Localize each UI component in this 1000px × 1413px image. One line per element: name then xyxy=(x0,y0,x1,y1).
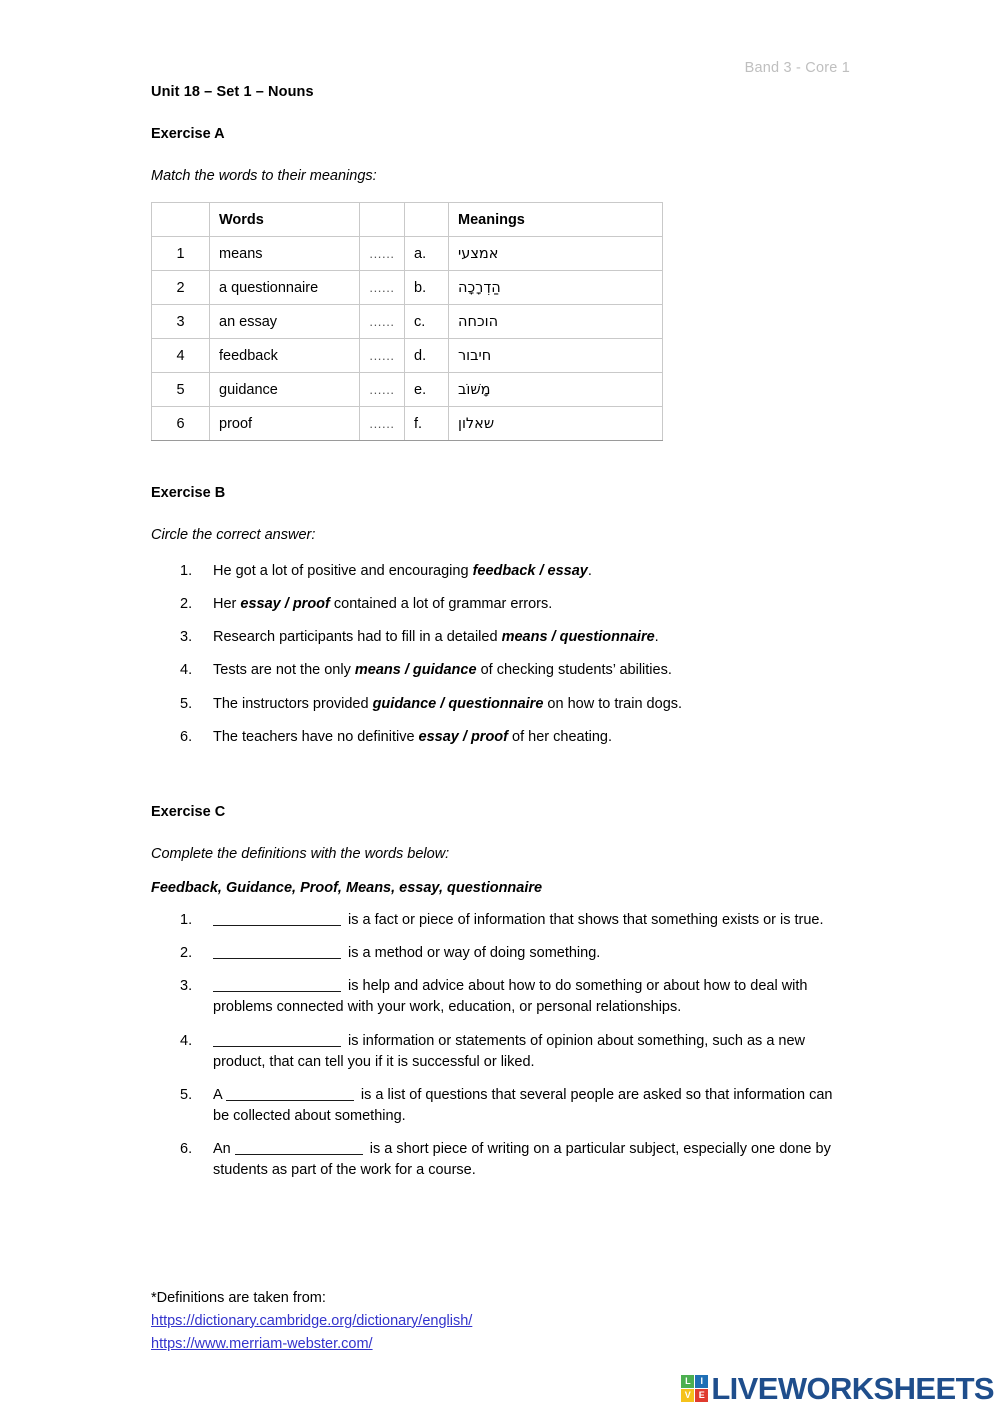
row-word: feedback xyxy=(210,339,360,373)
item-text-after: . xyxy=(654,629,659,646)
row-word: an essay xyxy=(210,305,360,339)
list-item[interactable] xyxy=(151,1085,851,1127)
exercise-c-list xyxy=(151,910,851,1182)
item-text-before: Tests are not the only xyxy=(213,662,355,679)
item-number: 2. xyxy=(180,945,193,962)
header-words: Words xyxy=(210,203,360,237)
header-letter xyxy=(405,203,449,237)
header-meanings: Meanings xyxy=(449,203,663,237)
answer-blank[interactable] xyxy=(213,1032,341,1047)
exercise-c-word-bank: Feedback, Guidance, Proof, Means, essay, questionnaire xyxy=(151,879,543,896)
item-text-after: of her cheating. xyxy=(508,728,612,745)
row-meaning xyxy=(449,237,663,271)
item-choice-pair[interactable]: essay / proof xyxy=(418,728,508,745)
list-item[interactable] xyxy=(151,660,851,681)
header-number xyxy=(152,203,210,237)
row-letter: d. xyxy=(405,339,449,373)
row-letter: a. xyxy=(405,237,449,271)
answer-blank[interactable] xyxy=(213,944,341,959)
row-number: 3 xyxy=(152,305,210,339)
answer-blank[interactable] xyxy=(235,1140,363,1155)
row-word: proof xyxy=(210,407,360,441)
item-text-before: He got a lot of positive and encouraging xyxy=(213,563,473,579)
item-number: 3. xyxy=(180,629,193,646)
row-answer-blank[interactable]: ...... xyxy=(360,373,405,407)
table-header-row xyxy=(152,203,663,237)
list-item[interactable] xyxy=(151,561,851,582)
item-choice-pair[interactable]: guidance / questionnaire xyxy=(372,695,544,712)
list-item[interactable] xyxy=(151,943,851,964)
item-number: 1. xyxy=(180,563,193,579)
item-text-after: . xyxy=(587,563,592,579)
item-number: 1. xyxy=(180,911,193,928)
band-core-label: Band 3 - Core 1 xyxy=(744,60,850,76)
row-letter: b. xyxy=(405,271,449,305)
item-text-before: Her xyxy=(213,596,241,613)
list-item[interactable] xyxy=(151,694,851,715)
item-text-after: of checking students’ abilities. xyxy=(476,662,672,679)
matching-table xyxy=(151,202,663,441)
source-link-cambridge[interactable]: https://dictionary.cambridge.org/dictionary/english/ xyxy=(151,1312,473,1329)
item-text-before: An xyxy=(213,1141,235,1158)
row-number: 5 xyxy=(152,373,210,407)
row-number: 4 xyxy=(152,339,210,373)
row-letter: c. xyxy=(405,305,449,339)
item-number: 2. xyxy=(180,596,193,613)
row-meaning xyxy=(449,271,663,305)
item-choice-pair[interactable]: feedback / essay xyxy=(472,563,588,579)
logo-tile-v: V xyxy=(681,1389,694,1402)
section-spacer xyxy=(151,441,851,485)
list-item[interactable] xyxy=(151,727,851,748)
item-text-before: Research participants had to fill in a detailed xyxy=(213,629,502,646)
item-number: 3. xyxy=(180,978,193,995)
row-meaning xyxy=(449,305,663,339)
sources-note: *Definitions are taken from: xyxy=(151,1290,326,1306)
item-text-before: A xyxy=(213,1086,226,1103)
row-letter: e. xyxy=(405,373,449,407)
item-text-after: is information or statements of opinion about something, such as a new product, that can tell you if it is successful or liked. xyxy=(213,1032,806,1070)
row-number: 1 xyxy=(152,237,210,271)
hebrew-meaning: חיבור xyxy=(458,347,492,364)
row-meaning xyxy=(449,373,663,407)
list-item[interactable] xyxy=(151,1139,851,1181)
row-letter: f. xyxy=(405,407,449,441)
item-text-after: is a method or way of doing something. xyxy=(344,945,601,962)
list-item[interactable] xyxy=(151,594,851,615)
exercise-c-instruction: Complete the definitions with the words below: xyxy=(151,845,450,862)
row-word: means xyxy=(210,237,360,271)
exercise-c-heading: Exercise C xyxy=(151,803,226,820)
footer-sources xyxy=(151,1287,472,1355)
item-text-after: contained a lot of grammar errors. xyxy=(329,596,553,613)
row-meaning xyxy=(449,339,663,373)
table-row xyxy=(152,305,663,339)
item-number: 4. xyxy=(180,1032,193,1049)
exercise-b-list xyxy=(151,561,851,748)
item-number: 5. xyxy=(180,695,193,712)
hebrew-meaning: שאלון xyxy=(458,415,495,432)
answer-blank[interactable] xyxy=(226,1086,354,1101)
item-text-after: on how to train dogs. xyxy=(543,695,683,712)
item-number: 4. xyxy=(180,662,193,679)
row-number: 2 xyxy=(152,271,210,305)
answer-blank[interactable] xyxy=(213,911,341,926)
page-title: Unit 18 – Set 1 – Nouns xyxy=(151,84,314,100)
logo-tiles-icon xyxy=(681,1375,708,1402)
exercise-b-heading: Exercise B xyxy=(151,485,226,501)
item-choice-pair[interactable]: means / questionnaire xyxy=(501,629,655,646)
row-answer-blank[interactable]: ...... xyxy=(360,271,405,305)
row-answer-blank[interactable]: ...... xyxy=(360,305,405,339)
item-number: 6. xyxy=(180,728,193,745)
table-row xyxy=(152,237,663,271)
item-number: 6. xyxy=(180,1141,193,1158)
item-text-after: is a fact or piece of information that shows that something exists or is true. xyxy=(344,911,824,928)
hebrew-meaning: מָשׁוֹב xyxy=(458,381,491,398)
exercise-a-heading: Exercise A xyxy=(151,126,225,142)
hebrew-meaning: הוכחה xyxy=(458,313,499,330)
exercise-b-instruction: Circle the correct answer: xyxy=(151,527,316,543)
list-item[interactable] xyxy=(151,910,851,931)
item-text-before: The instructors provided xyxy=(213,695,373,712)
header-dots xyxy=(360,203,405,237)
table-row xyxy=(152,407,663,441)
logo-wordmark: LIVEWORKSHEETS xyxy=(711,1370,994,1406)
row-number: 6 xyxy=(152,407,210,441)
row-answer-blank[interactable]: ...... xyxy=(360,237,405,271)
worksheet-content xyxy=(151,84,851,1194)
item-text-after: is help and advice about how to do something or about how to deal with problems connected with your work, education, or personal relationships. xyxy=(213,978,808,1016)
logo-tile-l: L xyxy=(681,1375,694,1388)
hebrew-meaning: הַדְרָכָה xyxy=(458,279,501,296)
list-item[interactable] xyxy=(151,627,851,648)
item-choice-pair[interactable]: means / guidance xyxy=(354,662,477,679)
logo-tile-e: E xyxy=(695,1389,708,1402)
item-choice-pair[interactable]: essay / proof xyxy=(240,596,330,613)
answer-blank[interactable] xyxy=(213,977,341,992)
row-answer-blank[interactable]: ...... xyxy=(360,407,405,441)
item-text-after: is a short piece of writing on a particular subject, especially one done by students as part of the work for a course. xyxy=(213,1141,831,1179)
row-word: a questionnaire xyxy=(210,271,360,305)
list-item[interactable] xyxy=(151,1031,851,1073)
liveworksheets-logo[interactable] xyxy=(681,1371,994,1405)
table-row xyxy=(152,373,663,407)
item-number: 5. xyxy=(180,1086,193,1103)
row-answer-blank[interactable]: ...... xyxy=(360,339,405,373)
row-word: guidance xyxy=(210,373,360,407)
table-row xyxy=(152,339,663,373)
logo-tile-i: I xyxy=(695,1375,708,1388)
source-link-merriam-webster[interactable]: https://www.merriam-webster.com/ xyxy=(151,1335,373,1352)
row-meaning xyxy=(449,407,663,441)
list-item[interactable] xyxy=(151,976,851,1018)
item-text-after: is a list of questions that several people are asked so that information can be collected about something. xyxy=(213,1086,833,1125)
table-row xyxy=(152,271,663,305)
item-text-before: The teachers have no definitive xyxy=(213,728,419,745)
exercise-a-instruction: Match the words to their meanings: xyxy=(151,168,377,184)
section-spacer xyxy=(151,760,851,804)
hebrew-meaning: אמצעי xyxy=(458,245,499,262)
